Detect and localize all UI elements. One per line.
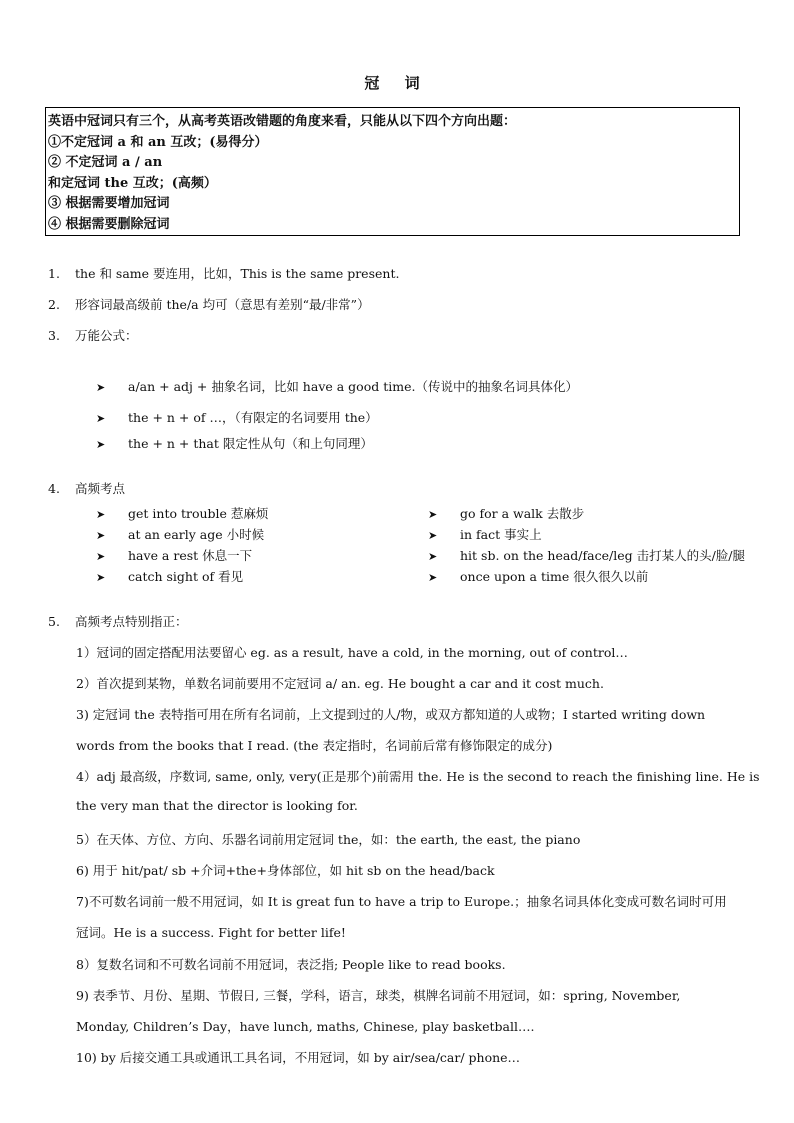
phrase-text: hit sb. on the head/face/leg 击打某人的头/脸/腿 (460, 548, 745, 563)
phrase-row (96, 567, 243, 585)
note-line: words from the books that I read. (the 表定指时，名词前后常有修饰限定的成分) (76, 738, 553, 753)
phrase-row (428, 567, 648, 585)
intro-line: ④ 根据需要删除冠词 (48, 216, 170, 232)
arrow-bullet-icon: ➤ (96, 571, 106, 584)
note-line: 2）首次提到某物，单数名词前要用不定冠词 a/ an. eg. He bought a car and it cost much. (76, 676, 604, 691)
list-item-1 (48, 264, 748, 282)
phrase-text: go for a walk 去散步 (460, 506, 585, 521)
formula-text: the + n + that 限定性从句（和上句同理） (128, 436, 373, 451)
phrase-row (96, 504, 268, 522)
arrow-bullet-icon: ➤ (428, 571, 438, 584)
phrase-row (96, 525, 264, 543)
item-text: 高频考点特别指正： (75, 614, 188, 629)
item-text: 形容词最高级前 the/a 均可（意思有差别“最/非常”） (75, 297, 370, 312)
arrow-bullet-icon: ➤ (428, 550, 438, 563)
arrow-bullet-icon: ➤ (428, 508, 438, 521)
formula-row (96, 408, 378, 426)
page-title: 冠 词 (364, 74, 430, 92)
intro-line: ①不定冠词 a 和 an 互改；(易得分） (48, 134, 268, 150)
phrase-text: in fact 事实上 (460, 527, 542, 542)
note-line: 冠词。He is a success. Fight for better life! (76, 925, 346, 940)
note-line: 3) 定冠词 the 表特指可用在所有名词前，上文提到过的人/物，或双方都知道的人或物；I started writing down (76, 707, 706, 722)
item-text: the 和 same 要连用，比如，This is the same present. (75, 266, 400, 281)
list-item-3 (48, 326, 748, 344)
intro-line: ② 不定冠词 a / an (48, 155, 163, 171)
note-line: 4）adj 最高级，序数词, same, only, very(正是那个)前需用 the. He is the second to reach the finishing line. He is (76, 769, 760, 784)
phrase-row (428, 525, 542, 543)
phrase-text: at an early age 小时候 (128, 527, 265, 542)
note-line: 6) 用于 hit/pat/ sb +介词+the+身体部位，如 hit sb on the head/back (76, 863, 495, 878)
list-item-2 (48, 295, 748, 313)
note-line: 5）在天体、方位、方向、乐器名词前用定冠词 the，如：the earth, the east, the piano (76, 832, 581, 847)
list-item-4 (48, 479, 748, 497)
phrase-row (428, 504, 584, 522)
item-number: 3. (48, 328, 60, 343)
arrow-bullet-icon: ➤ (96, 412, 106, 425)
note-line: 1）冠词的固定搭配用法要留心 eg. as a result, have a cold, in the morning, out of control… (76, 645, 628, 660)
phrase-text: get into trouble 惹麻烦 (128, 506, 269, 521)
item-text: 万能公式： (75, 328, 138, 343)
note-line: 10) by 后接交通工具或通讯工具名词，不用冠词，如 by air/sea/car/ phone… (76, 1050, 521, 1065)
arrow-bullet-icon: ➤ (96, 550, 106, 563)
formula-row (96, 434, 373, 452)
arrow-bullet-icon: ➤ (96, 381, 106, 394)
phrase-row (428, 546, 745, 564)
note-line: 8）复数名词和不可数名词前不用冠词，表泛指; People like to read books. (76, 957, 506, 972)
formula-text: the + n + of …，（有限定的名词要用 the） (128, 410, 378, 425)
item-number: 5. (48, 614, 60, 629)
arrow-bullet-icon: ➤ (96, 438, 106, 451)
phrase-text: once upon a time 很久很久以前 (460, 569, 649, 584)
arrow-bullet-icon: ➤ (428, 529, 438, 542)
note-line: Monday, Children’s Day，have lunch, maths, Chinese, play basketball…. (76, 1019, 535, 1034)
item-number: 1. (48, 266, 60, 281)
note-line: 7)不可数名词前一般不用冠词，如 It is great fun to have a trip to Europe.；抽象名词具体化变成可数名词时可用 (76, 894, 727, 909)
intro-line: 和定冠词 the 互改；(高频） (48, 175, 217, 191)
phrase-text: catch sight of 看见 (128, 569, 244, 584)
note-line: the very man that the director is looking for. (76, 798, 358, 813)
item-text: 高频考点 (75, 481, 126, 496)
arrow-bullet-icon: ➤ (96, 529, 106, 542)
intro-line: ③ 根据需要增加冠词 (48, 196, 170, 212)
item-number: 2. (48, 297, 60, 312)
intro-box (45, 107, 740, 236)
intro-line: 英语中冠词只有三个，从高考英语改错题的角度来看，只能从以下四个方向出题： (48, 114, 517, 129)
item-number: 4. (48, 481, 60, 496)
list-item-5 (48, 612, 748, 630)
phrase-text: have a rest 休息一下 (128, 548, 253, 563)
phrase-row (96, 546, 252, 564)
note-line: 9) 表季节、月份、星期、节假日, 三餐，学科，语言，球类，棋牌名词前不用冠词，如：spring, November, (76, 988, 681, 1003)
arrow-bullet-icon: ➤ (96, 508, 106, 521)
formula-text: a/an + adj + 抽象名词，比如 have a good time.（传说中的抽象名词具体化） (128, 379, 578, 394)
formula-row (96, 377, 578, 395)
